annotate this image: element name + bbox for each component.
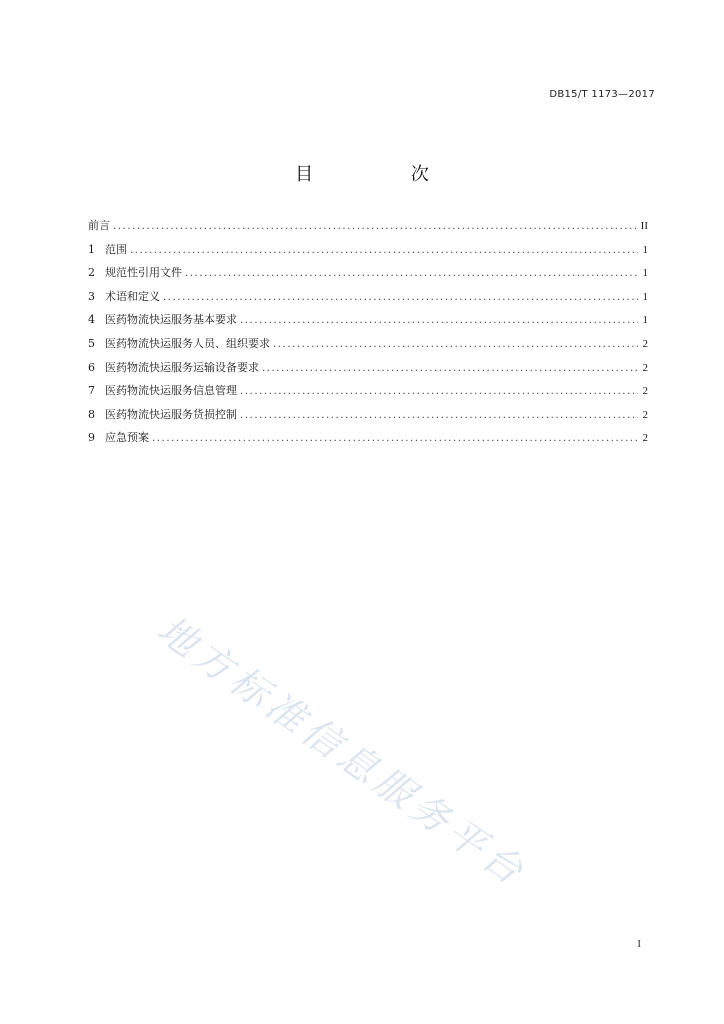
toc-entry-title: 范围 xyxy=(105,242,127,256)
toc-entry-page: 2 xyxy=(642,385,648,398)
toc-entry-page: 2 xyxy=(642,408,648,421)
toc-entry-number: 2 xyxy=(88,266,95,280)
toc-dot-leader xyxy=(240,313,638,329)
watermark: 地方标准信息服务平台 xyxy=(149,607,536,896)
toc-entry-personnel-requirements[interactable] xyxy=(88,336,648,360)
toc-entry-title: 术语和定义 xyxy=(105,289,160,303)
toc-dot-leader xyxy=(273,337,638,353)
toc-entry-page: 2 xyxy=(642,432,648,445)
toc-entry-number: 4 xyxy=(88,313,95,327)
toc-entry-number: 1 xyxy=(88,242,95,256)
toc-entry-title: 医药物流快运服务人员、组织要求 xyxy=(105,336,270,350)
toc-entry-page: 2 xyxy=(642,361,648,374)
toc-entry-page: 1 xyxy=(642,267,648,280)
toc-title: 目 次 xyxy=(295,164,475,185)
toc-entry-terms-definitions[interactable] xyxy=(88,289,648,313)
toc-dot-leader xyxy=(130,243,638,259)
toc-entry-number: 8 xyxy=(88,407,95,421)
toc-entry-page: 1 xyxy=(642,314,648,327)
toc-dot-leader xyxy=(240,408,638,424)
toc-entry-number: 3 xyxy=(88,289,95,303)
toc-entry-normative-references[interactable] xyxy=(88,265,648,289)
toc-entry-title: 医药物流快运服务货损控制 xyxy=(105,407,237,421)
toc-entry-number: 6 xyxy=(88,360,95,374)
table-of-contents xyxy=(88,218,648,454)
toc-entry-number: 9 xyxy=(88,431,95,445)
toc-entry-basic-requirements[interactable] xyxy=(88,312,648,336)
toc-entry-number: 5 xyxy=(88,336,95,350)
toc-entry-page: 2 xyxy=(642,337,648,350)
toc-entry-equipment-requirements[interactable] xyxy=(88,360,648,384)
toc-entry-damage-control[interactable] xyxy=(88,407,648,431)
toc-entry-number: 7 xyxy=(88,384,95,398)
toc-entry-title: 医药物流快运服务运输设备要求 xyxy=(105,360,259,374)
toc-entry-emergency-plan[interactable] xyxy=(88,430,648,454)
toc-entry-title: 医药物流快运服务基本要求 xyxy=(105,313,237,327)
page-number: I xyxy=(637,938,641,950)
toc-dot-leader xyxy=(185,266,638,282)
toc-entry-page: 1 xyxy=(642,290,648,303)
toc-dot-leader xyxy=(152,431,638,447)
toc-entry-title: 应急预案 xyxy=(105,431,149,445)
toc-entry-title: 规范性引用文件 xyxy=(105,266,182,280)
toc-dot-leader xyxy=(262,361,638,377)
toc-dot-leader xyxy=(240,384,638,400)
toc-entry-information-management[interactable] xyxy=(88,383,648,407)
toc-entry-page: 1 xyxy=(642,243,648,256)
toc-dot-leader xyxy=(113,219,636,235)
toc-entry-page: II xyxy=(640,220,648,232)
toc-entry-title: 医药物流快运服务信息管理 xyxy=(105,384,237,398)
toc-entry-title: 前言 xyxy=(88,219,110,232)
document-code: DB15/T 1173—2017 xyxy=(549,89,655,100)
toc-entry-foreword[interactable] xyxy=(88,218,648,242)
toc-dot-leader xyxy=(163,290,638,306)
toc-entry-scope[interactable] xyxy=(88,242,648,266)
